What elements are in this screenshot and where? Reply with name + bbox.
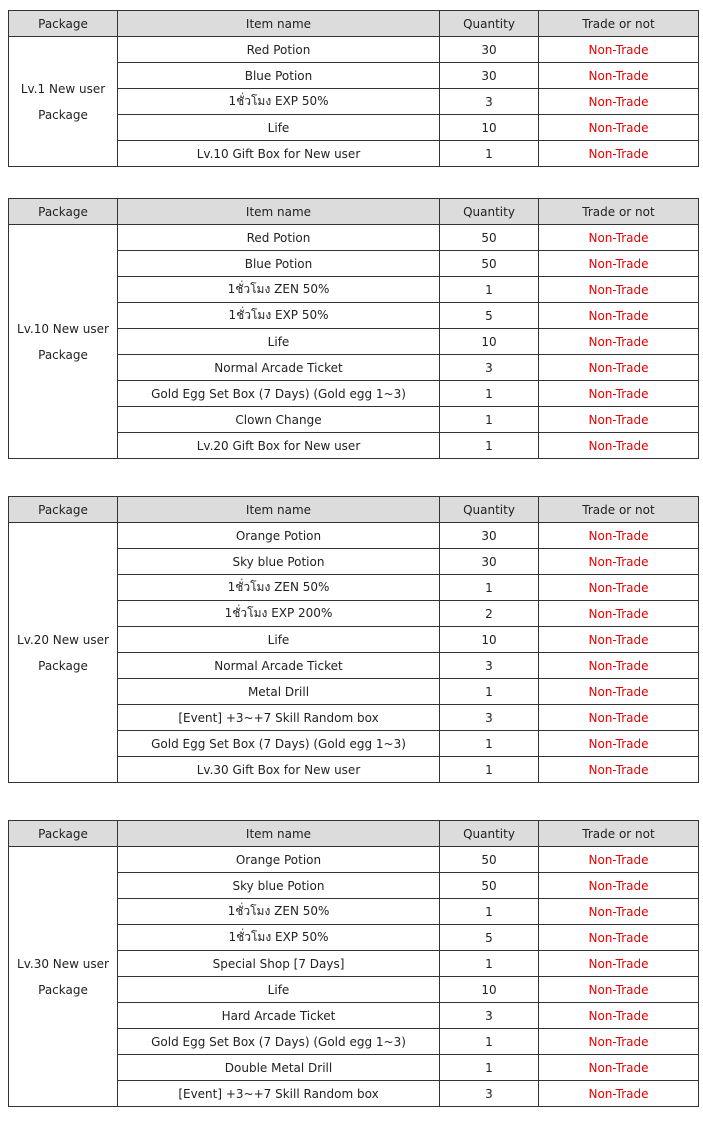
trade-status-cell: Non-Trade xyxy=(539,925,699,951)
table-row xyxy=(9,225,699,251)
item-name-cell: Blue Potion xyxy=(118,251,440,277)
trade-status-cell: Non-Trade xyxy=(539,977,699,1003)
trade-status-cell: Non-Trade xyxy=(539,407,699,433)
item-name-cell: Gold Egg Set Box (7 Days) (Gold egg 1~3) xyxy=(118,381,440,407)
item-name-cell: 1ชั่วโมง ZEN 50% xyxy=(118,277,440,303)
item-name-cell: Sky blue Potion xyxy=(118,873,440,899)
item-name-cell: [Event] +3~+7 Skill Random box xyxy=(118,1081,440,1107)
item-name-cell: Clown Change xyxy=(118,407,440,433)
quantity-cell: 1 xyxy=(440,1055,539,1081)
trade-status-cell: Non-Trade xyxy=(539,1081,699,1107)
trade-status-cell: Non-Trade xyxy=(539,1029,699,1055)
quantity-cell: 1 xyxy=(440,951,539,977)
header-trade: Trade or not xyxy=(539,497,699,523)
package-name xyxy=(9,847,118,1107)
table-row xyxy=(9,37,699,63)
trade-status-cell: Non-Trade xyxy=(539,523,699,549)
header-quantity: Quantity xyxy=(440,821,539,847)
package-name xyxy=(9,225,118,459)
header-item-name: Item name xyxy=(118,497,440,523)
trade-status-cell: Non-Trade xyxy=(539,653,699,679)
package-table xyxy=(8,10,699,167)
trade-status-cell: Non-Trade xyxy=(539,277,699,303)
trade-status-cell: Non-Trade xyxy=(539,951,699,977)
package-name xyxy=(9,37,118,167)
quantity-cell: 3 xyxy=(440,653,539,679)
header-quantity: Quantity xyxy=(440,11,539,37)
package-table xyxy=(8,198,699,459)
package-name xyxy=(9,523,118,783)
trade-status-cell: Non-Trade xyxy=(539,679,699,705)
item-name-cell: 1ชั่วโมง EXP 200% xyxy=(118,601,440,627)
item-name-cell: Lv.10 Gift Box for New user xyxy=(118,141,440,167)
item-name-cell: 1ชั่วโมง EXP 50% xyxy=(118,925,440,951)
trade-status-cell: Non-Trade xyxy=(539,225,699,251)
item-name-cell: Life xyxy=(118,115,440,141)
quantity-cell: 3 xyxy=(440,1081,539,1107)
package-table xyxy=(8,496,699,783)
quantity-cell: 1 xyxy=(440,381,539,407)
package-name-line: Package xyxy=(38,982,88,997)
quantity-cell: 2 xyxy=(440,601,539,627)
trade-status-cell: Non-Trade xyxy=(539,303,699,329)
header-trade: Trade or not xyxy=(539,199,699,225)
header-package: Package xyxy=(9,11,118,37)
quantity-cell: 30 xyxy=(440,523,539,549)
item-name-cell: Metal Drill xyxy=(118,679,440,705)
trade-status-cell: Non-Trade xyxy=(539,355,699,381)
header-quantity: Quantity xyxy=(440,497,539,523)
quantity-cell: 5 xyxy=(440,925,539,951)
quantity-cell: 1 xyxy=(440,757,539,783)
trade-status-cell: Non-Trade xyxy=(539,89,699,115)
item-name-cell: 1ชั่วโมง ZEN 50% xyxy=(118,899,440,925)
quantity-cell: 50 xyxy=(440,225,539,251)
package-name-line: Lv.1 New user xyxy=(20,81,106,96)
header-item-name: Item name xyxy=(118,199,440,225)
table-row xyxy=(9,847,699,873)
quantity-cell: 3 xyxy=(440,705,539,731)
package-name-line: Package xyxy=(38,107,88,122)
item-name-cell: [Event] +3~+7 Skill Random box xyxy=(118,705,440,731)
item-name-cell: Hard Arcade Ticket xyxy=(118,1003,440,1029)
trade-status-cell: Non-Trade xyxy=(539,873,699,899)
quantity-cell: 50 xyxy=(440,251,539,277)
package-name-line: Lv.20 New user xyxy=(17,632,109,647)
item-name-cell: Lv.20 Gift Box for New user xyxy=(118,433,440,459)
trade-status-cell: Non-Trade xyxy=(539,115,699,141)
header-row xyxy=(9,497,699,523)
quantity-cell: 10 xyxy=(440,329,539,355)
quantity-cell: 10 xyxy=(440,115,539,141)
table-row xyxy=(9,523,699,549)
item-name-cell: Gold Egg Set Box (7 Days) (Gold egg 1~3) xyxy=(118,1029,440,1055)
item-name-cell: 1ชั่วโมง EXP 50% xyxy=(118,303,440,329)
trade-status-cell: Non-Trade xyxy=(539,251,699,277)
trade-status-cell: Non-Trade xyxy=(539,847,699,873)
quantity-cell: 1 xyxy=(440,899,539,925)
quantity-cell: 30 xyxy=(440,63,539,89)
item-name-cell: Blue Potion xyxy=(118,63,440,89)
item-name-cell: Gold Egg Set Box (7 Days) (Gold egg 1~3) xyxy=(118,731,440,757)
trade-status-cell: Non-Trade xyxy=(539,549,699,575)
item-name-cell: 1ชั่วโมง EXP 50% xyxy=(118,89,440,115)
item-name-cell: Orange Potion xyxy=(118,847,440,873)
header-row xyxy=(9,11,699,37)
item-name-cell: Lv.30 Gift Box for New user xyxy=(118,757,440,783)
package-name-line: Package xyxy=(38,658,88,673)
quantity-cell: 3 xyxy=(440,355,539,381)
header-trade: Trade or not xyxy=(539,821,699,847)
item-name-cell: Special Shop [7 Days] xyxy=(118,951,440,977)
trade-status-cell: Non-Trade xyxy=(539,575,699,601)
trade-status-cell: Non-Trade xyxy=(539,731,699,757)
quantity-cell: 10 xyxy=(440,977,539,1003)
quantity-cell: 30 xyxy=(440,549,539,575)
header-trade: Trade or not xyxy=(539,11,699,37)
trade-status-cell: Non-Trade xyxy=(539,329,699,355)
trade-status-cell: Non-Trade xyxy=(539,1055,699,1081)
header-item-name: Item name xyxy=(118,11,440,37)
package-name-line: Lv.10 New user xyxy=(17,321,109,336)
item-name-cell: Life xyxy=(118,977,440,1003)
header-item-name: Item name xyxy=(118,821,440,847)
package-name-line: Lv.30 New user xyxy=(17,956,109,971)
item-name-cell: Sky blue Potion xyxy=(118,549,440,575)
trade-status-cell: Non-Trade xyxy=(539,705,699,731)
quantity-cell: 50 xyxy=(440,847,539,873)
item-name-cell: 1ชั่วโมง ZEN 50% xyxy=(118,575,440,601)
item-name-cell: Normal Arcade Ticket xyxy=(118,355,440,381)
trade-status-cell: Non-Trade xyxy=(539,381,699,407)
quantity-cell: 3 xyxy=(440,89,539,115)
quantity-cell: 30 xyxy=(440,37,539,63)
item-name-cell: Life xyxy=(118,627,440,653)
item-name-cell: Red Potion xyxy=(118,37,440,63)
header-package: Package xyxy=(9,497,118,523)
quantity-cell: 1 xyxy=(440,731,539,757)
item-name-cell: Normal Arcade Ticket xyxy=(118,653,440,679)
trade-status-cell: Non-Trade xyxy=(539,757,699,783)
header-package: Package xyxy=(9,821,118,847)
package-table xyxy=(8,820,699,1107)
package-name-line: Package xyxy=(38,347,88,362)
trade-status-cell: Non-Trade xyxy=(539,433,699,459)
quantity-cell: 5 xyxy=(440,303,539,329)
quantity-cell: 1 xyxy=(440,433,539,459)
quantity-cell: 1 xyxy=(440,679,539,705)
header-row xyxy=(9,821,699,847)
quantity-cell: 1 xyxy=(440,575,539,601)
trade-status-cell: Non-Trade xyxy=(539,1003,699,1029)
quantity-cell: 1 xyxy=(440,1029,539,1055)
header-row xyxy=(9,199,699,225)
trade-status-cell: Non-Trade xyxy=(539,141,699,167)
item-name-cell: Double Metal Drill xyxy=(118,1055,440,1081)
quantity-cell: 1 xyxy=(440,277,539,303)
quantity-cell: 3 xyxy=(440,1003,539,1029)
item-name-cell: Orange Potion xyxy=(118,523,440,549)
trade-status-cell: Non-Trade xyxy=(539,63,699,89)
quantity-cell: 50 xyxy=(440,873,539,899)
quantity-cell: 1 xyxy=(440,141,539,167)
trade-status-cell: Non-Trade xyxy=(539,601,699,627)
header-package: Package xyxy=(9,199,118,225)
quantity-cell: 1 xyxy=(440,407,539,433)
item-name-cell: Red Potion xyxy=(118,225,440,251)
trade-status-cell: Non-Trade xyxy=(539,37,699,63)
trade-status-cell: Non-Trade xyxy=(539,899,699,925)
header-quantity: Quantity xyxy=(440,199,539,225)
quantity-cell: 10 xyxy=(440,627,539,653)
trade-status-cell: Non-Trade xyxy=(539,627,699,653)
item-name-cell: Life xyxy=(118,329,440,355)
